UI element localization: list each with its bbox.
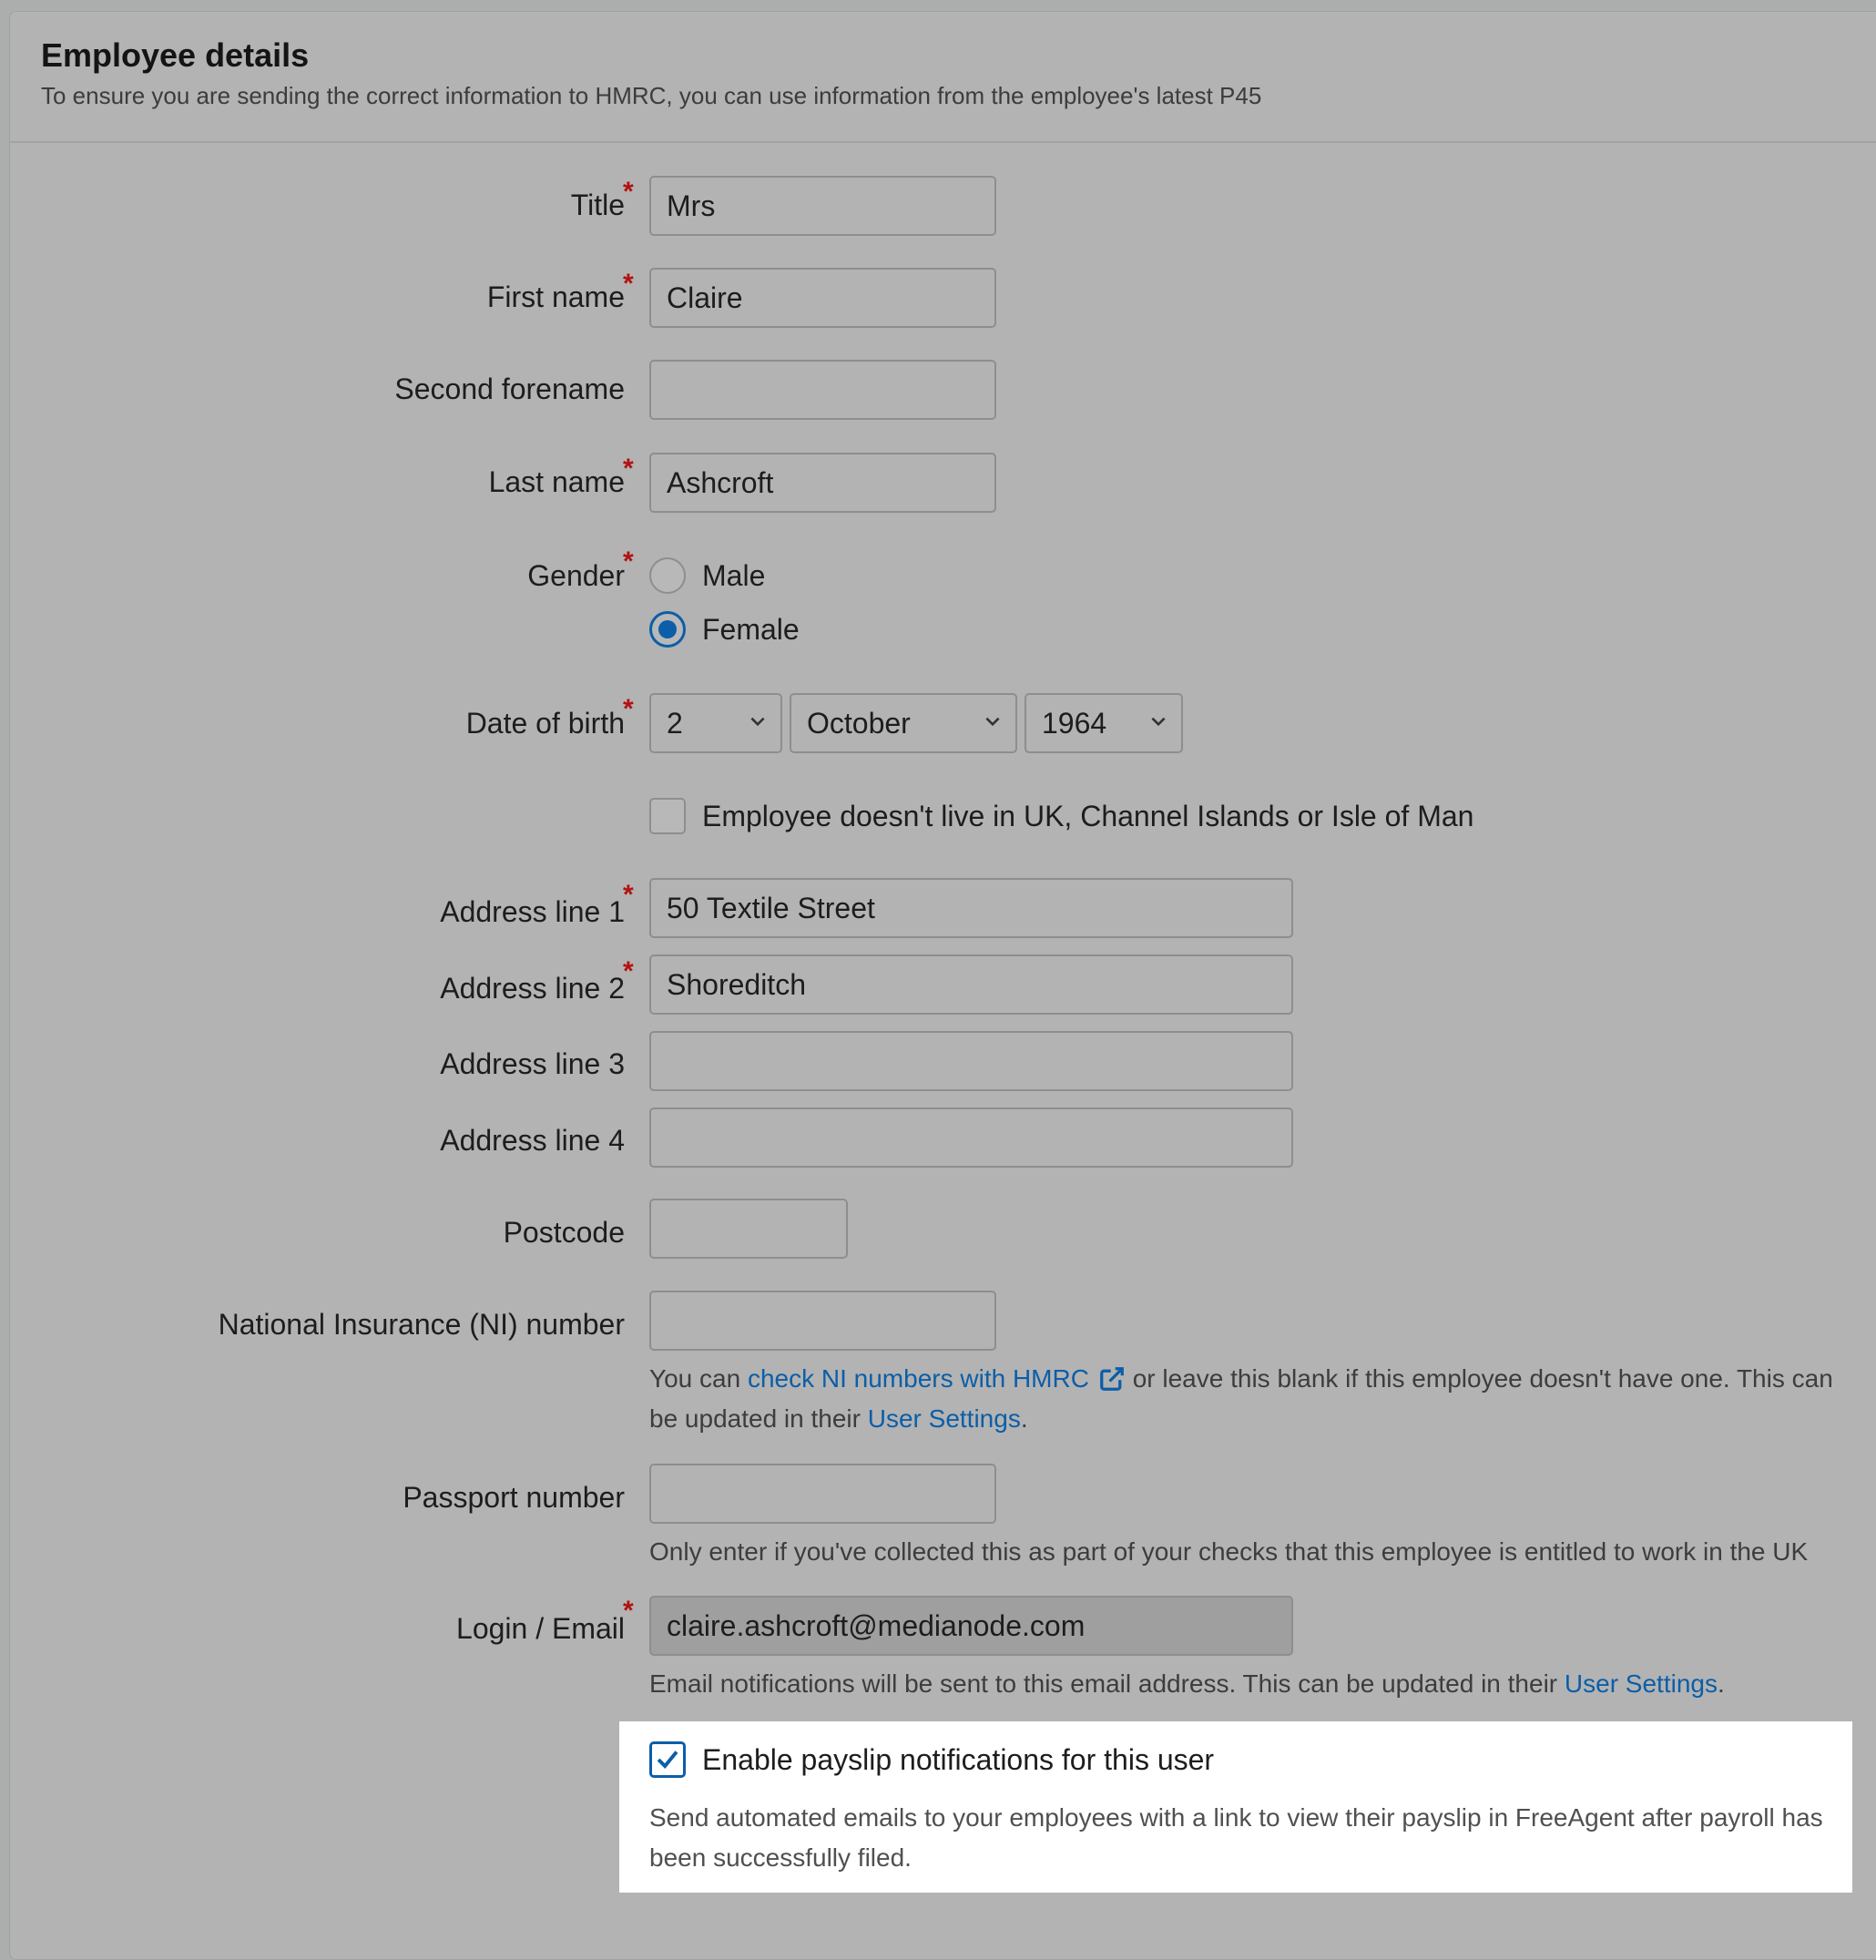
user-settings-link[interactable]: User Settings — [867, 1404, 1021, 1433]
passport-help-text: Only enter if you've collected this as part of your checks that this employee is entitled to work in the UK — [649, 1537, 1809, 1566]
address2-label: Address line 2 — [440, 972, 625, 1005]
address2-field[interactable]: Shoreditch — [649, 954, 1293, 1015]
second-forename-field[interactable] — [649, 360, 996, 420]
dob-month-select[interactable] — [790, 693, 1017, 753]
dob-year-value: 1964 — [1042, 707, 1107, 740]
page-subtitle: To ensure you are sending the correct information to HMRC, you can use information from the employee's latest P45 — [41, 82, 1262, 109]
payslip-label[interactable]: Enable payslip notifications for this user — [702, 1743, 1215, 1776]
non-uk-label[interactable]: Employee doesn't live in UK, Channel Islands or Isle of Man — [702, 800, 1474, 832]
user-settings-link[interactable]: User Settings — [1564, 1669, 1718, 1698]
payslip-checkbox[interactable] — [649, 1741, 686, 1778]
panel-header — [9, 11, 1876, 143]
page-title: Employee details — [41, 36, 310, 74]
first-name-label: First name — [486, 281, 625, 313]
title-label: Title — [570, 189, 625, 221]
external-link-icon[interactable] — [1098, 1365, 1126, 1393]
dob-month-value: October — [807, 707, 911, 740]
title-field[interactable]: Mrs — [649, 176, 996, 236]
payslip-help-text: Send automated emails to your employees with a link to view their payslip in FreeAgent after payroll has been successfully filed. — [649, 1803, 1823, 1872]
gender-female-radio[interactable] — [649, 611, 686, 648]
chevron-down-icon — [983, 711, 1003, 731]
email-field[interactable]: claire.ashcroft@medianode.com — [649, 1596, 1293, 1656]
passport-field[interactable] — [649, 1464, 996, 1524]
chevron-down-icon — [748, 711, 768, 731]
dob-day-select[interactable] — [649, 693, 782, 753]
required-marker: * — [623, 956, 634, 986]
required-marker: * — [623, 880, 634, 910]
email-label: Login / Email — [456, 1612, 625, 1645]
dob-year-select[interactable] — [1025, 693, 1183, 753]
required-marker: * — [623, 177, 634, 207]
address4-field[interactable] — [649, 1108, 1293, 1168]
address3-label: Address line 3 — [440, 1047, 625, 1080]
postcode-label: Postcode — [503, 1216, 625, 1249]
required-marker: * — [623, 269, 634, 299]
last-name-label: Last name — [488, 465, 625, 498]
dob-label: Date of birth — [465, 707, 625, 740]
chevron-down-icon — [1148, 711, 1168, 731]
required-marker: * — [623, 694, 634, 724]
address3-field[interactable] — [649, 1031, 1293, 1091]
gender-label: Gender — [527, 559, 625, 592]
gender-male-label[interactable]: Male — [702, 559, 766, 592]
address1-label: Address line 1 — [440, 895, 625, 928]
ni-field[interactable] — [649, 1291, 996, 1351]
address1-field[interactable]: 50 Textile Street — [649, 878, 1293, 938]
required-marker: * — [623, 546, 634, 577]
check-icon — [652, 1744, 683, 1775]
second-forename-label: Second forename — [394, 373, 625, 405]
gender-male-radio[interactable] — [649, 557, 686, 594]
gender-female-label[interactable]: Female — [702, 613, 800, 646]
check-ni-link[interactable]: check NI numbers with HMRC — [747, 1364, 1089, 1393]
required-marker: * — [623, 454, 634, 484]
dob-day-value: 2 — [667, 707, 683, 740]
ni-help-text: You can check NI numbers with HMRC or leave this blank if this employee doesn't have one. This can be updated in their User Settings. — [649, 1364, 1833, 1433]
ni-label: National Insurance (NI) number — [218, 1308, 625, 1341]
required-marker: * — [623, 1596, 634, 1626]
last-name-field[interactable]: Ashcroft — [649, 453, 996, 513]
email-help-text: Email notifications will be sent to this email address. This can be updated in their User Settings. — [649, 1669, 1725, 1698]
non-uk-checkbox[interactable] — [649, 798, 686, 834]
passport-label: Passport number — [403, 1481, 625, 1514]
postcode-field[interactable] — [649, 1199, 848, 1259]
address4-label: Address line 4 — [440, 1124, 625, 1157]
first-name-field[interactable]: Claire — [649, 268, 996, 328]
